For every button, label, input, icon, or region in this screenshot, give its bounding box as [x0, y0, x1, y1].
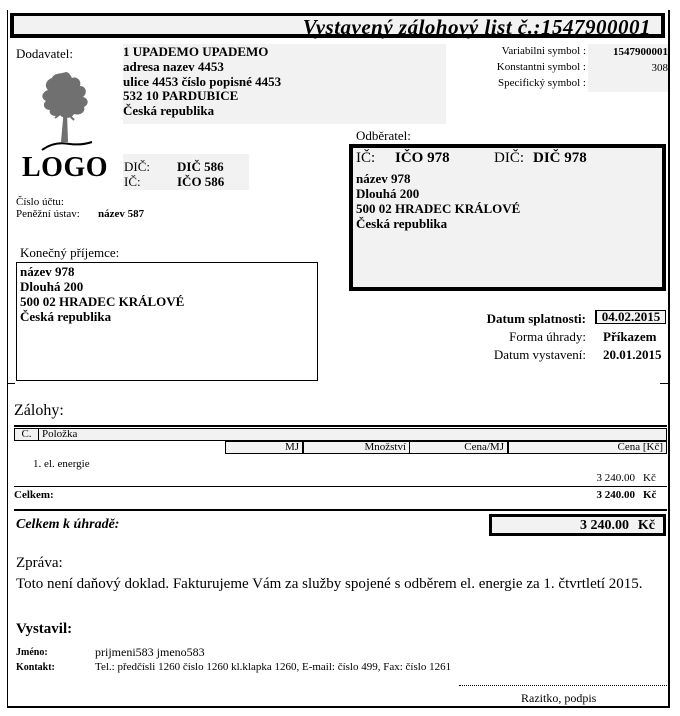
final-recipient-line: Dlouhá 200	[20, 279, 84, 294]
customer-line: název 978	[356, 171, 411, 186]
row-item: el. energie	[44, 458, 90, 470]
column-header-qty: Množství	[303, 441, 410, 454]
to-pay-currency: Kč	[637, 518, 655, 533]
subtotal-rule	[14, 486, 667, 487]
advances-top-rule	[14, 425, 667, 427]
column-header-price: Cena [Kč]	[508, 441, 667, 454]
column-header-no: C.	[14, 428, 39, 441]
customer-dic-label: DIČ:	[494, 150, 524, 166]
supplier-name: 1 UPADEMO UPADEMO	[123, 44, 269, 59]
customer-box	[349, 144, 666, 291]
specific-symbol-value	[588, 76, 668, 92]
specific-symbol-label: Specifický symbol :	[498, 77, 586, 89]
column-header-item: Položka	[38, 428, 667, 441]
total-label: Celkem:	[14, 489, 54, 501]
issue-date-label: Datum vystavení:	[493, 347, 586, 362]
final-recipient-line: 500 02 HRADEC KRÁLOVÉ	[20, 294, 185, 309]
supplier-address-line: 532 10 PARDUBICE	[123, 88, 239, 103]
logo-text: LOGO	[22, 152, 109, 183]
variable-symbol-value: 1547900001	[588, 44, 668, 60]
customer-line: Česká republika	[356, 216, 448, 231]
section-tick	[660, 383, 668, 384]
final-recipient-line: Česká republika	[20, 309, 112, 324]
signature-label: Razitko, podpis	[521, 691, 597, 705]
to-pay-value: 3 240.00	[580, 518, 629, 533]
customer-line: 500 02 HRADEC KRÁLOVÉ	[356, 201, 521, 216]
issue-date-value: 20.01.2015	[603, 347, 662, 362]
issuer-contact-value: Tel.: předčísli 1260 číslo 1260 kl.klapka 1260, E-mail: číslo 499, Fax: číslo 1261	[95, 661, 452, 673]
variable-symbol-label: Variabilni symbol :	[501, 45, 586, 57]
constant-symbol-row	[480, 60, 668, 76]
due-date-value: 04.02.2015	[595, 310, 666, 324]
constant-symbol-value: 308	[588, 60, 668, 76]
column-header-unit-price: Cena/MJ	[409, 441, 508, 454]
variable-symbol-row	[480, 44, 668, 60]
total-currency: Kč	[643, 489, 657, 501]
customer-line: Dlouhá 200	[356, 186, 420, 201]
row-currency: Kč	[643, 472, 656, 484]
document-title: Vystavený zálohový list č.:1547900001	[302, 15, 651, 39]
row-number: 1.	[33, 458, 42, 470]
advances-heading: Zálohy:	[14, 402, 64, 419]
account-label: Číslo účtu:	[16, 196, 64, 208]
constant-symbol-label: Konstantni symbol :	[496, 61, 586, 73]
supplier-dic-label: DIČ:	[124, 159, 150, 174]
supplier-ic-value: IČO 586	[177, 174, 225, 189]
supplier-dic-value: DIČ 586	[177, 159, 224, 174]
customer-dic-value: DIČ 978	[533, 150, 587, 166]
payment-method-value: Příkazem	[603, 329, 657, 344]
due-date-label: Datum splatnosti:	[486, 311, 586, 326]
issuer-heading: Vystavil:	[16, 621, 73, 637]
to-pay-box	[489, 514, 666, 536]
row-price: 3 240.00	[596, 472, 635, 484]
issuer-name-label: Jméno:	[16, 647, 48, 658]
bank-label: Peněžní ústav:	[16, 208, 80, 220]
supplier-ic-label: IČ:	[124, 174, 141, 189]
supplier-label: Dodavatel:	[16, 46, 74, 61]
supplier-address-line: ulice 4453 číslo popisné 4453	[123, 74, 282, 89]
total-value: 3 240.00	[596, 489, 635, 501]
supplier-address-line: Česká republika	[123, 103, 215, 118]
bank-value: název 587	[98, 208, 145, 220]
to-pay-rule	[14, 509, 667, 511]
issuer-contact-label: Kontakt:	[16, 662, 55, 673]
customer-label: Odběratel:	[356, 128, 411, 143]
section-tick	[7, 383, 15, 384]
message-text: Toto není daňový doklad. Fakturujeme Vám za služby spojené s odběrem el. energie za 1. čtvrtletí 2015.	[16, 576, 643, 592]
specific-symbol-row	[480, 76, 668, 92]
supplier-address-line: adresa nazev 4453	[123, 59, 224, 74]
to-pay-label: Celkem k úhradě:	[16, 517, 120, 532]
final-recipient-label: Konečný příjemce:	[20, 245, 120, 260]
customer-ic-value: IČO 978	[395, 150, 450, 166]
table-row	[33, 458, 90, 470]
message-heading: Zpráva:	[16, 555, 63, 571]
title-bar	[10, 13, 665, 38]
final-recipient-box	[16, 262, 318, 381]
customer-ic-label: IČ:	[356, 150, 376, 166]
issuer-name-value: prijmeni583 jmeno583	[95, 645, 205, 659]
final-recipient-line: název 978	[20, 264, 75, 279]
tree-icon	[30, 68, 100, 153]
payment-method-label: Forma úhrady:	[509, 329, 586, 344]
column-header-unit: MJ	[225, 441, 303, 454]
signature-line	[459, 685, 667, 686]
